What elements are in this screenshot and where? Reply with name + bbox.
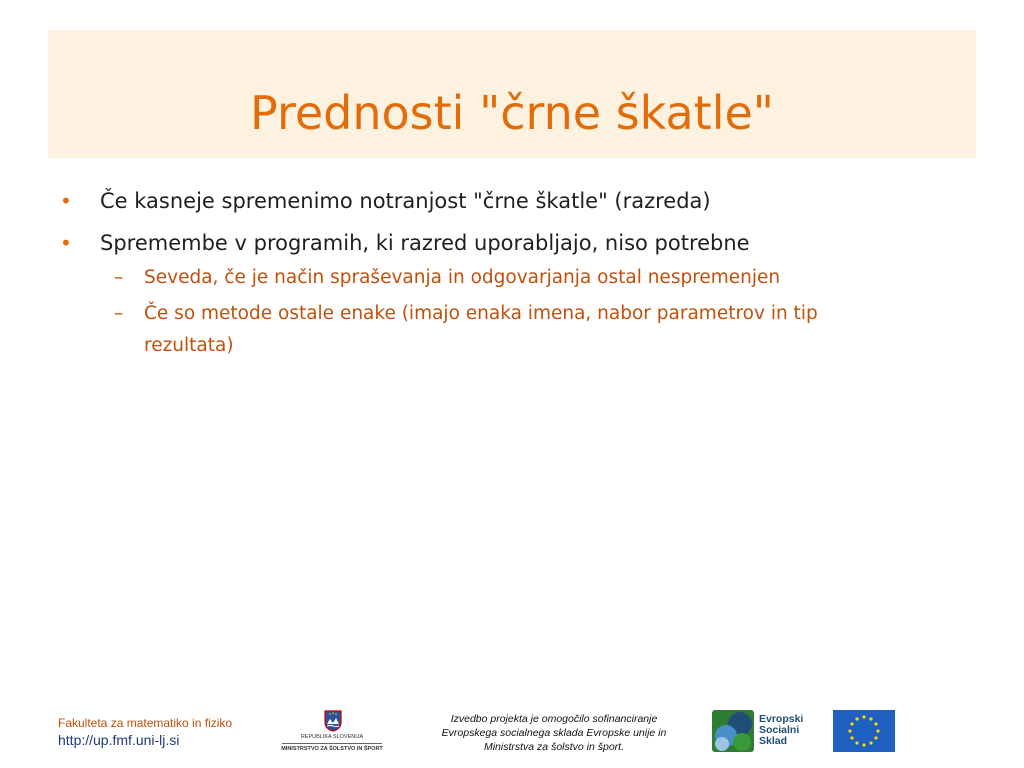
esf-logo [712, 710, 812, 752]
faculty-name: Fakulteta za matematiko in fiziko [58, 716, 233, 730]
esf-word: Socialni [759, 724, 800, 736]
dash-icon: – [114, 303, 124, 324]
faculty-url[interactable]: http://up.fmf.uni-lj.si [58, 732, 180, 748]
slovenia-crest-icon [324, 710, 342, 732]
slide-content [58, 186, 958, 366]
esf-word: Sklad [759, 735, 788, 747]
ministry-logo [280, 710, 384, 756]
bullet-text: Spremembe v programih, ki razred uporabljajo, niso potrebne [100, 231, 750, 255]
funding-note [404, 712, 704, 754]
esf-wordmark [759, 714, 803, 747]
subbullet-text: Seveda, če je način spraševanja in odgovarjanja ostal nespremenjen [144, 267, 781, 288]
bullet-item [58, 228, 958, 258]
funding-line: Izvedbo projekta je omogočilo sofinanciranje [450, 713, 658, 725]
esf-word: Evropski [759, 713, 804, 725]
bullet-icon: • [60, 189, 72, 213]
funding-line: Evropskega socialnega sklada Evropske unije in [441, 727, 667, 739]
dash-icon: – [114, 267, 124, 288]
subbullet-item [58, 262, 958, 294]
subbullet-text: Če so metode ostale enake (imajo enaka imena, nabor parametrov in tip [144, 303, 818, 324]
bullet-item [58, 186, 958, 216]
slide-title: Prednosti "črne škatle" [250, 86, 774, 140]
bullet-text: Če kasneje spremenimo notranjost "črne škatle" (razreda) [100, 189, 711, 213]
eu-flag-icon [833, 710, 895, 752]
title-band [48, 30, 976, 158]
bullet-icon: • [60, 231, 72, 255]
ministry-name: MINISTRSTVO ZA ŠOLSTVO IN ŠPORT [281, 746, 383, 752]
subbullet-text-cont: rezultata) [144, 335, 234, 356]
esf-emblem-icon [712, 710, 754, 752]
subbullet-item [58, 298, 958, 362]
ministry-divider [282, 743, 382, 744]
footer-faculty [58, 716, 232, 748]
funding-line: Ministrstva za šolstvo in šport. [483, 741, 625, 753]
ministry-country: REPUBLIKA SLOVENIJA [300, 734, 364, 740]
